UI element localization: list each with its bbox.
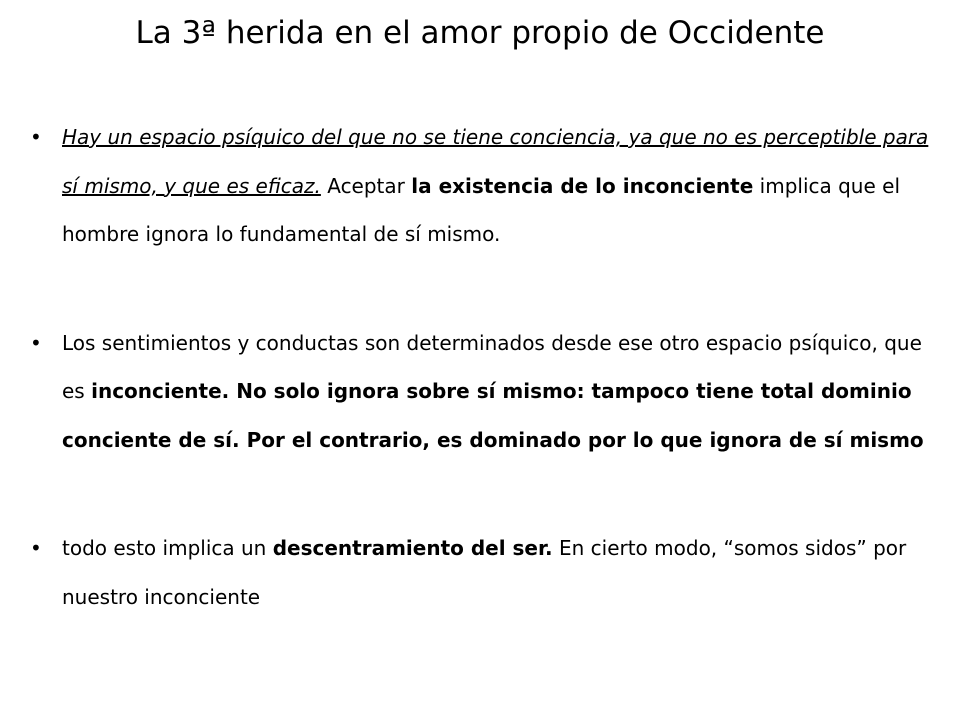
bold-text: la existencia de lo inconciente bbox=[411, 173, 754, 198]
bullet-list bbox=[30, 113, 930, 621]
bold-text: inconciente. No solo ignora sobre sí mismo: tampoco tiene total dominio conciente de sí. Por el contrario, es dominado por lo que ignora de sí mismo bbox=[62, 379, 924, 452]
bullet-item-2 bbox=[30, 319, 930, 465]
text-segment: Aceptar bbox=[320, 173, 412, 198]
bold-text: descentramiento del ser. bbox=[272, 536, 553, 560]
text-segment: implica que el hombre ignora lo fundamental de sí mismo. bbox=[62, 173, 901, 246]
text-segment: Los sentimientos y conductas son determinados desde ese otro espacio psíquico, que es bbox=[62, 330, 922, 403]
bullet-text bbox=[62, 331, 924, 452]
bullet-item-1 bbox=[30, 113, 930, 259]
bullet-item-3 bbox=[30, 524, 930, 621]
bullet-text bbox=[62, 125, 928, 246]
slide-title: La 3ª herida en el amor propio de Occidente bbox=[135, 15, 825, 51]
text-segment: En cierto modo, “somos sidos” por nuestro inconciente bbox=[62, 536, 907, 609]
bullet-dot: • bbox=[30, 330, 42, 355]
text-segment: todo esto implica un bbox=[62, 536, 273, 560]
bullet-dot: • bbox=[30, 125, 42, 149]
underlined-italic-text: Hay un espacio psíquico del que no se tiene conciencia, ya que no es perceptible para sí mismo, y que es eficaz. bbox=[62, 125, 929, 198]
bullet-dot: • bbox=[30, 536, 42, 560]
bullet-text bbox=[62, 536, 906, 609]
